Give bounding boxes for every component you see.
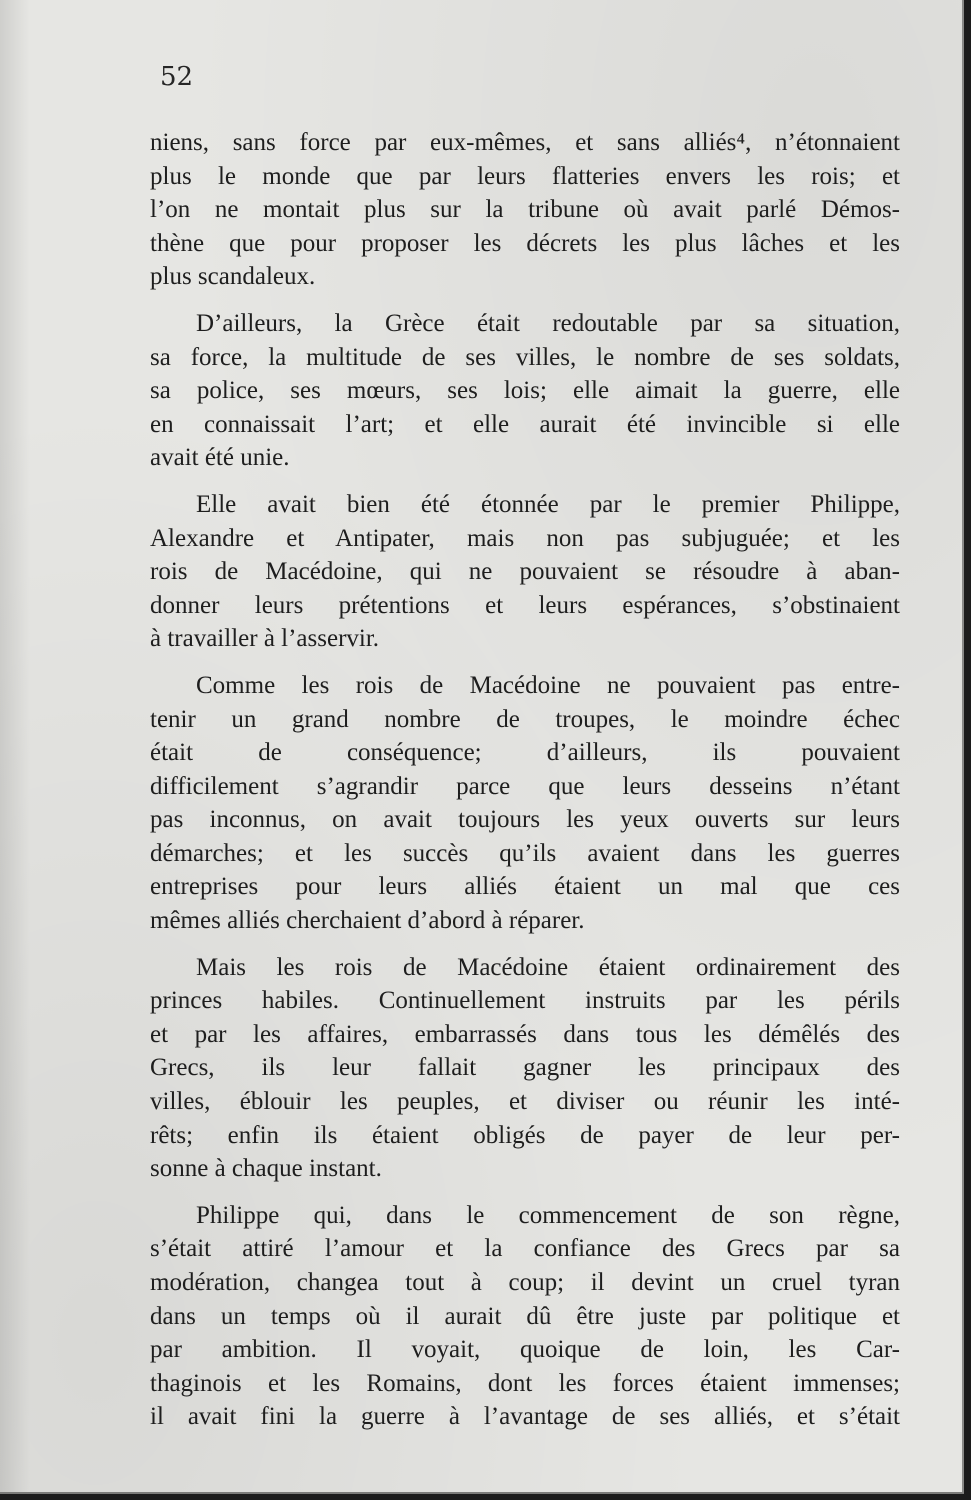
- text-line: villes, éblouir les peuples, et diviser ou réunir les inté-: [150, 1088, 900, 1116]
- paragraph-2: [150, 307, 900, 475]
- text-line: difficilement s’agrandir parce que leurs desseins n’étant: [150, 772, 900, 800]
- text-line: Mais les rois de Macédoine étaient ordinairement des: [196, 953, 900, 981]
- paragraph-3: [150, 488, 900, 656]
- text-line: plus scandaleux.: [150, 263, 316, 291]
- text-line: Comme les rois de Macédoine ne pouvaient pas entre-: [196, 671, 900, 699]
- text-line: par ambition. Il voyait, quoique de loin, les Car-: [150, 1336, 900, 1364]
- text-line: rêts; enfin ils étaient obligés de payer de leur per-: [150, 1121, 900, 1149]
- text-line: Grecs, ils leur fallait gagner les principaux des: [150, 1054, 900, 1082]
- text-line: il avait fini la guerre à l’avantage de ses alliés, et s’était: [150, 1403, 900, 1431]
- text-line: Alexandre et Antipater, mais non pas subjuguée; et les: [150, 524, 900, 552]
- paragraph-4: [150, 669, 900, 938]
- text-line: modération, changea tout à coup; il devint un cruel tyran: [150, 1269, 900, 1296]
- text-line: sonne à chaque instant.: [150, 1155, 382, 1183]
- text-line: Elle avait bien été étonnée par le premier Philippe,: [196, 490, 900, 518]
- text-line: l’on ne montait plus sur la tribune où avait parlé Démos-: [150, 196, 900, 224]
- text-line: sa police, ses mœurs, ses lois; elle aimait la guerre, elle: [150, 377, 900, 405]
- text-line: sa force, la multitude de ses villes, le nombre de ses soldats,: [150, 343, 900, 371]
- paragraph-5: [150, 951, 900, 1186]
- text-line: et par les affaires, embarrassés dans tous les démêlés des: [150, 1020, 900, 1048]
- text-line: s’était attiré l’amour et la confiance des Grecs par sa: [150, 1235, 900, 1263]
- text-line: thaginois et les Romains, dont les forces étaient immenses;: [150, 1369, 900, 1397]
- body-text: [150, 126, 900, 1447]
- text-line: pas inconnus, on avait toujours les yeux ouverts sur leurs: [150, 806, 900, 834]
- text-line: avait été unie.: [150, 444, 290, 472]
- text-line: était de conséquence; d’ailleurs, ils pouvaient: [150, 739, 900, 767]
- text-line: plus le monde que par leurs flatteries envers les rois; et: [150, 162, 900, 190]
- text-line: Philippe qui, dans le commencement de son règne,: [196, 1201, 900, 1229]
- text-line: démarches; et les succès qu’ils avaient dans les guerres: [150, 839, 900, 867]
- text-line: entreprises pour leurs alliés étaient un mal que ces: [150, 873, 900, 901]
- text-line: tenir un grand nombre de troupes, le moindre échec: [150, 705, 900, 733]
- text-line: donner leurs prétentions et leurs espérances, s’obstinaient: [150, 591, 900, 619]
- text-line: thène que pour proposer les décrets les plus lâches et les: [150, 229, 900, 257]
- text-line: princes habiles. Continuellement instruits par les périls: [150, 987, 900, 1015]
- text-line: rois de Macédoine, qui ne pouvaient se résoudre à aban-: [150, 558, 900, 586]
- text-line: en connaissait l’art; et elle aurait été invincible si elle: [150, 410, 900, 438]
- text-line: à travailler à l’asservir.: [150, 625, 380, 653]
- text-line: dans un temps où il aurait dû être juste par politique et: [150, 1302, 900, 1330]
- text-line: D’ailleurs, la Grèce était redoutable par sa situation,: [196, 309, 900, 337]
- text-line: mêmes alliés cherchaient d’abord à réparer.: [150, 907, 585, 935]
- paragraph-1: [150, 126, 900, 294]
- text-line: niens, sans force par eux-mêmes, et sans alliés⁴, n’étonnaient: [150, 129, 900, 156]
- paragraph-6: [150, 1199, 900, 1434]
- page-number: 52: [160, 62, 194, 92]
